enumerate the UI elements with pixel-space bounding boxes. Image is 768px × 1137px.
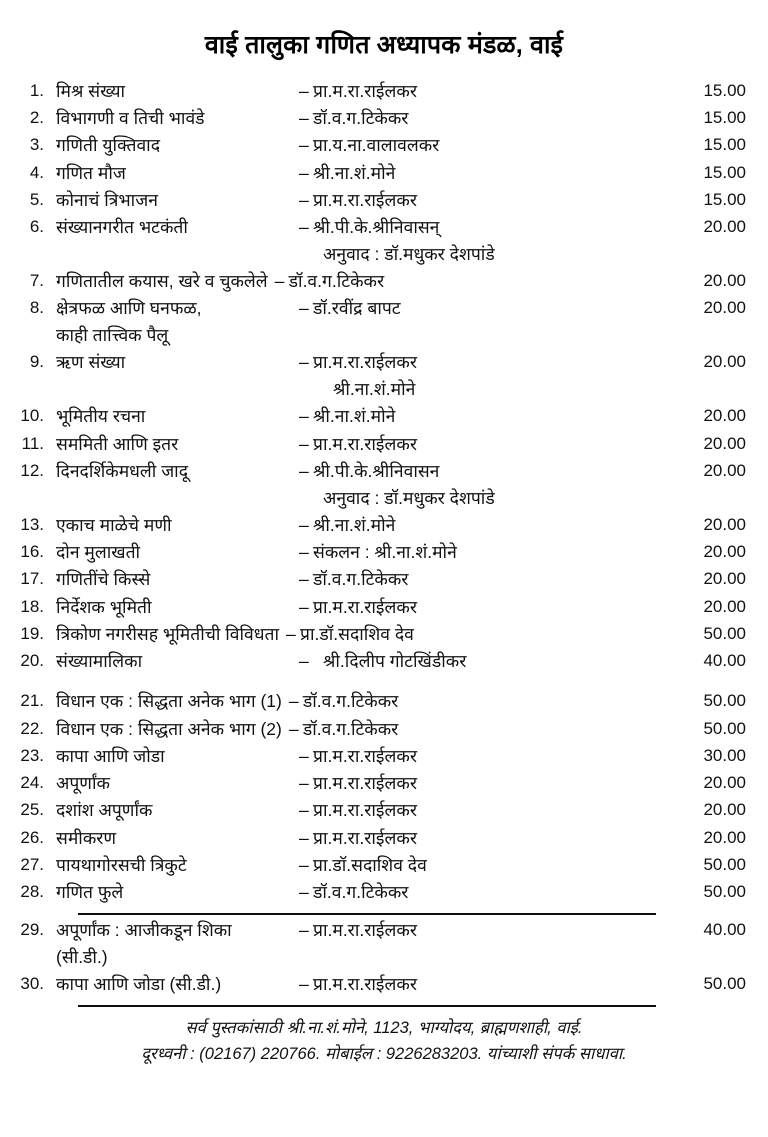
entry-number: 4. bbox=[29, 162, 44, 182]
entry-dash: – bbox=[299, 800, 309, 821]
entry-price: 50.00 bbox=[703, 623, 746, 643]
entry-author bbox=[289, 690, 676, 713]
entry-title: एकाच माळेचे मणी bbox=[56, 514, 172, 535]
page-title: वाई तालुका गणित अध्यापक मंडळ, वाई bbox=[204, 31, 564, 59]
entry-dash: – bbox=[288, 718, 299, 739]
book-entry-row bbox=[0, 768, 768, 795]
entry-author-name: प्रा.म.रा.राईलकर bbox=[313, 800, 417, 821]
book-entry-row bbox=[0, 212, 768, 239]
entry-dash: – bbox=[299, 542, 309, 562]
entry-author bbox=[299, 596, 521, 619]
entry-title: कापा आणि जोडा (सी.डी.) bbox=[56, 974, 222, 995]
book-entry-row bbox=[0, 401, 768, 428]
entry-number: 29. bbox=[20, 920, 44, 940]
entry-title: सममिती आणि इतर bbox=[56, 433, 179, 454]
entry-price: 50.00 bbox=[703, 882, 746, 901]
entry-dash: – bbox=[299, 162, 309, 183]
entry-price: 20.00 bbox=[703, 298, 746, 318]
entry-author-name: श्री.ना.शं.मोने bbox=[313, 406, 396, 427]
entry-number: 28. bbox=[20, 882, 44, 901]
entry-author bbox=[299, 881, 521, 904]
entry-title: विधान एक : सिद्धता अनेक भाग (1) bbox=[56, 691, 282, 712]
entry-title: मिश्र संख्या bbox=[56, 80, 125, 101]
entry-title-continuation-text: (सी.डी.) bbox=[56, 947, 108, 967]
entry-number: 16. bbox=[20, 542, 44, 561]
entry-dash: – bbox=[274, 271, 285, 291]
entry-author bbox=[299, 541, 521, 564]
entry-price: 20.00 bbox=[703, 827, 746, 847]
entry-author-name: डॉ.व.ग.टिकेकर bbox=[288, 271, 385, 291]
entry-author bbox=[299, 799, 521, 822]
entry-author-name: प्रा.म.रा.राईलकर bbox=[313, 827, 417, 848]
entry-author-name: प्रा.म.रा.राईलकर bbox=[313, 80, 417, 101]
entry-author bbox=[299, 405, 521, 428]
entry-author bbox=[299, 745, 521, 768]
entry-dash: – bbox=[299, 135, 309, 156]
entry-dash: – bbox=[299, 514, 309, 535]
entry-author-name: प्रा.म.रा.राईलकर bbox=[313, 920, 417, 941]
entry-title: कापा आणि जोडा bbox=[56, 745, 165, 766]
entry-dash: – bbox=[299, 80, 309, 101]
entry-author-name: प्रा.म.रा.राईलकर bbox=[313, 974, 417, 995]
entry-author bbox=[299, 568, 521, 591]
entry-title: गणित फुले bbox=[56, 882, 124, 902]
entry-price: 20.00 bbox=[703, 773, 746, 792]
entry-author bbox=[286, 623, 676, 646]
entry-author-name: श्री.पी.के.श्रीनिवासन् bbox=[313, 217, 440, 237]
book-entry-row bbox=[0, 646, 768, 673]
entry-price: 20.00 bbox=[703, 433, 746, 453]
entry-price: 40.00 bbox=[703, 920, 746, 940]
entry-price: 20.00 bbox=[703, 271, 746, 290]
entry-dash: – bbox=[299, 189, 309, 210]
book-entry-row bbox=[0, 428, 768, 455]
entry-title: विधान एक : सिद्धता अनेक भाग (2) bbox=[56, 718, 282, 739]
entry-price: 15.00 bbox=[703, 80, 746, 100]
entry-title: क्षेत्रफळ आणि घनफळ, bbox=[56, 298, 202, 319]
entry-number: 30. bbox=[20, 974, 44, 994]
entry-number: 18. bbox=[20, 596, 44, 616]
entry-author bbox=[299, 134, 521, 157]
entry-number: 25. bbox=[20, 800, 44, 820]
entry-dash: – bbox=[299, 569, 309, 590]
entry-number: 24. bbox=[20, 773, 44, 792]
entry-price: 20.00 bbox=[703, 460, 746, 480]
section-divider-bottom bbox=[78, 1005, 656, 1007]
entry-author-name: प्रा.म.रा.राईलकर bbox=[313, 745, 417, 766]
entry-dash: – bbox=[299, 920, 309, 941]
entry-number: 19. bbox=[20, 623, 44, 643]
book-entry-row bbox=[0, 877, 768, 904]
entry-author-name: प्रा.य.ना.वालावलकर bbox=[313, 135, 440, 156]
entry-author-name: डॉ.व.ग.टिकेकर bbox=[313, 569, 409, 590]
book-entry-row bbox=[0, 969, 768, 996]
spacer bbox=[0, 378, 56, 401]
footer-phone-line: दूरध्वनी : (02167) 220766. मोबाईल : 9226283203. यांच्याशी संपर्क साधावा. bbox=[141, 1044, 627, 1063]
entry-dash: – bbox=[299, 108, 309, 128]
entry-translator-line bbox=[0, 483, 768, 510]
entry-translator-text: अनुवाद : डॉ.मधुकर देशपांडे bbox=[323, 243, 495, 264]
book-entry-row bbox=[0, 184, 768, 211]
book-entry-row bbox=[0, 75, 768, 102]
entry-dash: – bbox=[299, 651, 309, 671]
entry-author bbox=[299, 216, 521, 239]
book-entry-row bbox=[0, 795, 768, 822]
entry-number: 12. bbox=[20, 460, 44, 480]
entry-number: 21. bbox=[20, 691, 44, 711]
entry-author-name: डॉ.व.ग.टिकेकर bbox=[313, 882, 409, 902]
entry-dash: – bbox=[299, 352, 309, 373]
entry-author bbox=[299, 189, 521, 212]
entry-author bbox=[299, 854, 521, 877]
entry-number: 23. bbox=[20, 745, 44, 765]
book-entry-row bbox=[0, 564, 768, 591]
entry-dash: – bbox=[299, 854, 309, 875]
entry-number: 2. bbox=[29, 108, 44, 127]
entry-author-name: प्रा.म.रा.राईलकर bbox=[313, 773, 417, 793]
book-entry-row bbox=[0, 293, 768, 320]
entry-author-name: प्रा.म.रा.राईलकर bbox=[313, 189, 417, 210]
book-entry-row bbox=[0, 686, 768, 713]
entry-price: 50.00 bbox=[703, 718, 746, 738]
entry-title: ऋण संख्या bbox=[56, 352, 126, 373]
entry-author-name: श्री.ना.शं.मोने bbox=[313, 162, 396, 183]
entry-dash: – bbox=[299, 298, 309, 319]
entry-price: 20.00 bbox=[703, 217, 746, 236]
entry-author-name: डॉ.व.ग.टिकेकर bbox=[313, 108, 409, 128]
entry-title: अपूर्णांक : आजीकडून शिका bbox=[56, 920, 232, 941]
book-entry-row bbox=[0, 157, 768, 184]
entry-author bbox=[299, 919, 521, 942]
entry-price: 20.00 bbox=[703, 514, 746, 534]
entry-dash: – bbox=[299, 433, 309, 454]
book-list-cd bbox=[0, 915, 768, 996]
entry-dash: – bbox=[286, 623, 296, 644]
entry-price: 50.00 bbox=[703, 854, 746, 874]
entry-author-continuation bbox=[0, 374, 768, 401]
entry-dash: – bbox=[299, 596, 309, 617]
spacer bbox=[56, 378, 299, 401]
entry-title: पायथागोरसची त्रिकुटे bbox=[56, 854, 187, 875]
entry-author-name: प्रा.म.रा.राईलकर bbox=[313, 596, 417, 617]
footer-contact bbox=[0, 1016, 768, 1067]
book-list-main bbox=[0, 75, 768, 904]
entry-number: 6. bbox=[29, 217, 44, 236]
entry-price: 50.00 bbox=[703, 691, 746, 711]
book-entry-row bbox=[0, 455, 768, 482]
entry-title: संख्यानगरीत भटकंती bbox=[56, 217, 188, 237]
entry-number: 27. bbox=[20, 854, 44, 874]
entry-title: दशांश अपूर्णांक bbox=[56, 800, 153, 821]
entry-price: 15.00 bbox=[703, 108, 746, 127]
entry-title: अपूर्णांक bbox=[56, 773, 110, 793]
entry-number: 7. bbox=[29, 271, 44, 290]
entry-dash: – bbox=[299, 882, 309, 902]
entry-price: 15.00 bbox=[703, 162, 746, 182]
entry-title: त्रिकोण नगरीसह भूमितीची विविधता bbox=[56, 623, 280, 644]
entry-number: 11. bbox=[21, 433, 44, 453]
entry-author-name: श्री.ना.शं.मोने bbox=[313, 514, 396, 535]
spacer bbox=[56, 487, 299, 510]
book-entry-row bbox=[0, 103, 768, 130]
entry-price: 15.00 bbox=[703, 189, 746, 209]
book-entry-row bbox=[0, 130, 768, 157]
entry-price: 40.00 bbox=[703, 651, 746, 670]
book-entry-row bbox=[0, 915, 768, 942]
entry-dash: – bbox=[288, 691, 299, 712]
entry-price: 30.00 bbox=[703, 745, 746, 765]
entry-price: 50.00 bbox=[703, 974, 746, 994]
entry-number: 5. bbox=[29, 189, 44, 209]
entry-price: 20.00 bbox=[703, 542, 746, 561]
entry-author-name: डॉ.व.ग.टिकेकर bbox=[302, 718, 399, 739]
book-entry-row bbox=[0, 849, 768, 876]
entry-translator-line bbox=[0, 239, 768, 266]
entry-dash: – bbox=[299, 974, 309, 995]
entry-author bbox=[299, 351, 521, 374]
entry-price: 15.00 bbox=[703, 135, 746, 155]
entry-author bbox=[299, 827, 521, 850]
entry-title: गणिती युक्तिवाद bbox=[56, 135, 160, 156]
entry-dash: – bbox=[299, 406, 309, 427]
entry-title: संख्यामालिका bbox=[56, 651, 143, 671]
entry-author bbox=[299, 772, 521, 795]
entry-author-name: संकलन : श्री.ना.शं.मोने bbox=[313, 542, 457, 562]
entry-price: 20.00 bbox=[703, 596, 746, 616]
entry-author-name: प्रा.म.रा.राईलकर bbox=[313, 433, 417, 454]
entry-author-name: प्रा.म.रा.राईलकर bbox=[313, 352, 417, 373]
entry-author-name: डॉ.व.ग.टिकेकर bbox=[302, 691, 399, 712]
book-entry-row bbox=[0, 537, 768, 564]
entry-dash: – bbox=[299, 217, 309, 237]
entry-title: गणित मौज bbox=[56, 162, 126, 183]
book-entry-row bbox=[0, 347, 768, 374]
entry-author bbox=[299, 80, 521, 103]
entry-author bbox=[299, 460, 521, 483]
spacer bbox=[56, 243, 299, 266]
spacer bbox=[0, 946, 56, 969]
entry-author-name: प्रा.डॉ.सदाशिव देव bbox=[300, 623, 414, 644]
entry-author bbox=[299, 973, 521, 996]
entry-author bbox=[299, 433, 521, 456]
entry-author bbox=[299, 162, 521, 185]
footer-address-line: सर्व पुस्तकांसाठी श्री.ना.शं.मोने, 1123, भाग्योदय, ब्राह्मणशाही, वाई. bbox=[185, 1019, 583, 1037]
book-entry-row bbox=[0, 509, 768, 536]
entry-number: 17. bbox=[20, 569, 44, 589]
entry-author-name: श्री.पी.के.श्रीनिवासन bbox=[313, 460, 440, 481]
entry-translator-text: अनुवाद : डॉ.मधुकर देशपांडे bbox=[323, 487, 495, 508]
entry-author bbox=[299, 107, 521, 130]
entry-number: 22. bbox=[20, 718, 44, 738]
entry-title: दोन मुलाखती bbox=[56, 542, 141, 562]
entry-number: 3. bbox=[29, 135, 44, 155]
entry-price: 20.00 bbox=[703, 800, 746, 820]
entry-dash: – bbox=[299, 745, 309, 766]
book-entry-row bbox=[0, 713, 768, 740]
entry-author-name: श्री.दिलीप गोटखिंडीकर bbox=[323, 651, 467, 671]
entry-author bbox=[299, 297, 521, 320]
entry-price: 20.00 bbox=[703, 569, 746, 589]
entry-number: 26. bbox=[20, 827, 44, 847]
entry-author bbox=[299, 514, 521, 537]
entry-dash: – bbox=[299, 827, 309, 848]
entry-dash: – bbox=[299, 460, 309, 481]
entry-author bbox=[299, 650, 521, 673]
entry-title: गणितींचे किस्से bbox=[56, 569, 151, 590]
entry-number: 8. bbox=[29, 298, 44, 318]
entry-author-name: प्रा.डॉ.सदाशिव देव bbox=[313, 854, 427, 875]
book-entry-row bbox=[0, 740, 768, 767]
entry-number: 13. bbox=[20, 514, 44, 534]
entry-title-continuation bbox=[0, 942, 768, 969]
entry-dash: – bbox=[299, 773, 309, 793]
book-entry-row bbox=[0, 266, 768, 293]
entry-author-continuation-text: श्री.ना.शं.मोने bbox=[333, 379, 416, 399]
spacer bbox=[0, 324, 56, 347]
entry-title: निर्देशक भूमिती bbox=[56, 596, 152, 617]
book-entry-row bbox=[0, 591, 768, 618]
entry-author-name: डॉ.रवींद्र बापट bbox=[313, 298, 401, 319]
entry-number: 10. bbox=[20, 406, 44, 426]
entry-title-continuation bbox=[0, 320, 768, 347]
entry-number: 20. bbox=[20, 651, 44, 670]
spacer bbox=[0, 243, 56, 266]
book-entry-row bbox=[0, 822, 768, 849]
spacer bbox=[0, 487, 56, 510]
entry-number: 9. bbox=[29, 352, 44, 372]
entry-author bbox=[275, 270, 676, 293]
entry-title: गणितातील कयास, खरे व चुकलेले bbox=[56, 271, 268, 291]
entry-title-continuation-text: काही तात्त्विक पैलू bbox=[56, 325, 169, 345]
book-entry-row bbox=[0, 618, 768, 645]
entry-price: 20.00 bbox=[703, 352, 746, 372]
entry-number: 1. bbox=[29, 80, 44, 100]
entry-author bbox=[289, 718, 676, 741]
entry-title: भूमितीय रचना bbox=[56, 406, 146, 427]
entry-title: कोनाचं त्रिभाजन bbox=[56, 189, 158, 210]
entry-price: 20.00 bbox=[703, 406, 746, 426]
entry-title: विभागणी व तिची भावंडे bbox=[56, 108, 205, 128]
entry-title: समीकरण bbox=[56, 827, 117, 848]
entry-title: दिनदर्शिकेमधली जादू bbox=[56, 460, 188, 481]
